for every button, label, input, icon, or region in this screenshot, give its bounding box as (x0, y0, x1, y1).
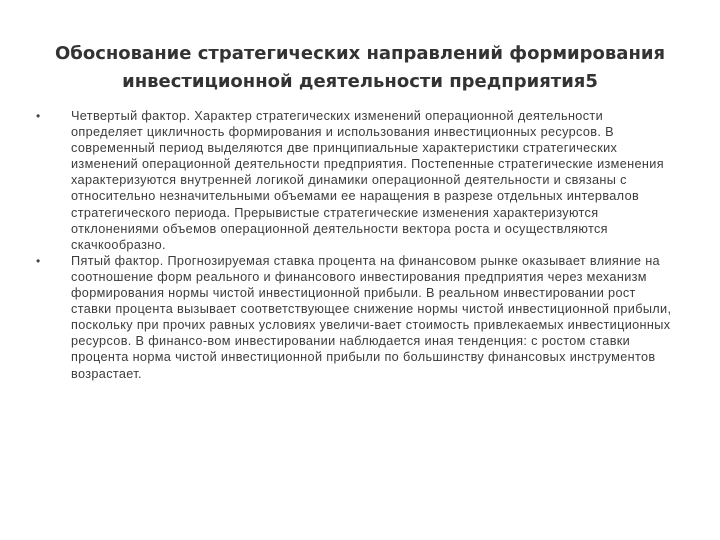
bullet-text-fifth-factor: Пятый фактор. Прогнозируемая ставка процента на финансовом рынке оказывает влияние на соотношение форм реального и финансового инвестирования предприятия через механизм формирования нормы чистой инвестиционной прибыли. В реальном инвестировании рост ставки процента вызывает соответствующее снижение нормы чистой инвестиционной прибыли, поскольку при прочих равных условиях увеличи-вает стоимость привлекаемых инвестиционных ресурсов. В финансо-вом инвестировании наблюдается иная тенденция: с ростом ставки процента норма чистой инвестиционной прибыли по большинству финансовых инструментов возрастает. (71, 253, 672, 381)
bullet-item-fourth-factor (36, 108, 672, 253)
bullet-list (36, 108, 672, 382)
slide-title-line-1: Обоснование стратегических направлений формирования (54, 43, 666, 64)
slide-title-line-2: инвестиционной деятельности предприятия5 (122, 71, 598, 92)
bullet-marker: • (36, 253, 41, 268)
bullet-text-fourth-factor: Четвертый фактор. Характер стратегических изменений операционной деятельности определяет цикличность формирования и использования инвестиционных ресурсов. В современный период выделяются две принципиальные характеристики стратегических изменений операционной деятельности предприятия. Постепенные стратегические изменения характеризуются внутренней логикой динамики операционной деятельности и связаны с относительно незначительными объемами ее наращения в разрезе отдельных интервалов стратегического периода. Прерывистые стратегические изменения характеризуются отклонениями объемов операционной деятельности вектора роста и осуществляются скачкообразно. (71, 109, 664, 252)
bullet-marker: • (36, 109, 41, 123)
slide-title (40, 40, 680, 96)
bullet-item-fifth-factor (36, 253, 672, 382)
